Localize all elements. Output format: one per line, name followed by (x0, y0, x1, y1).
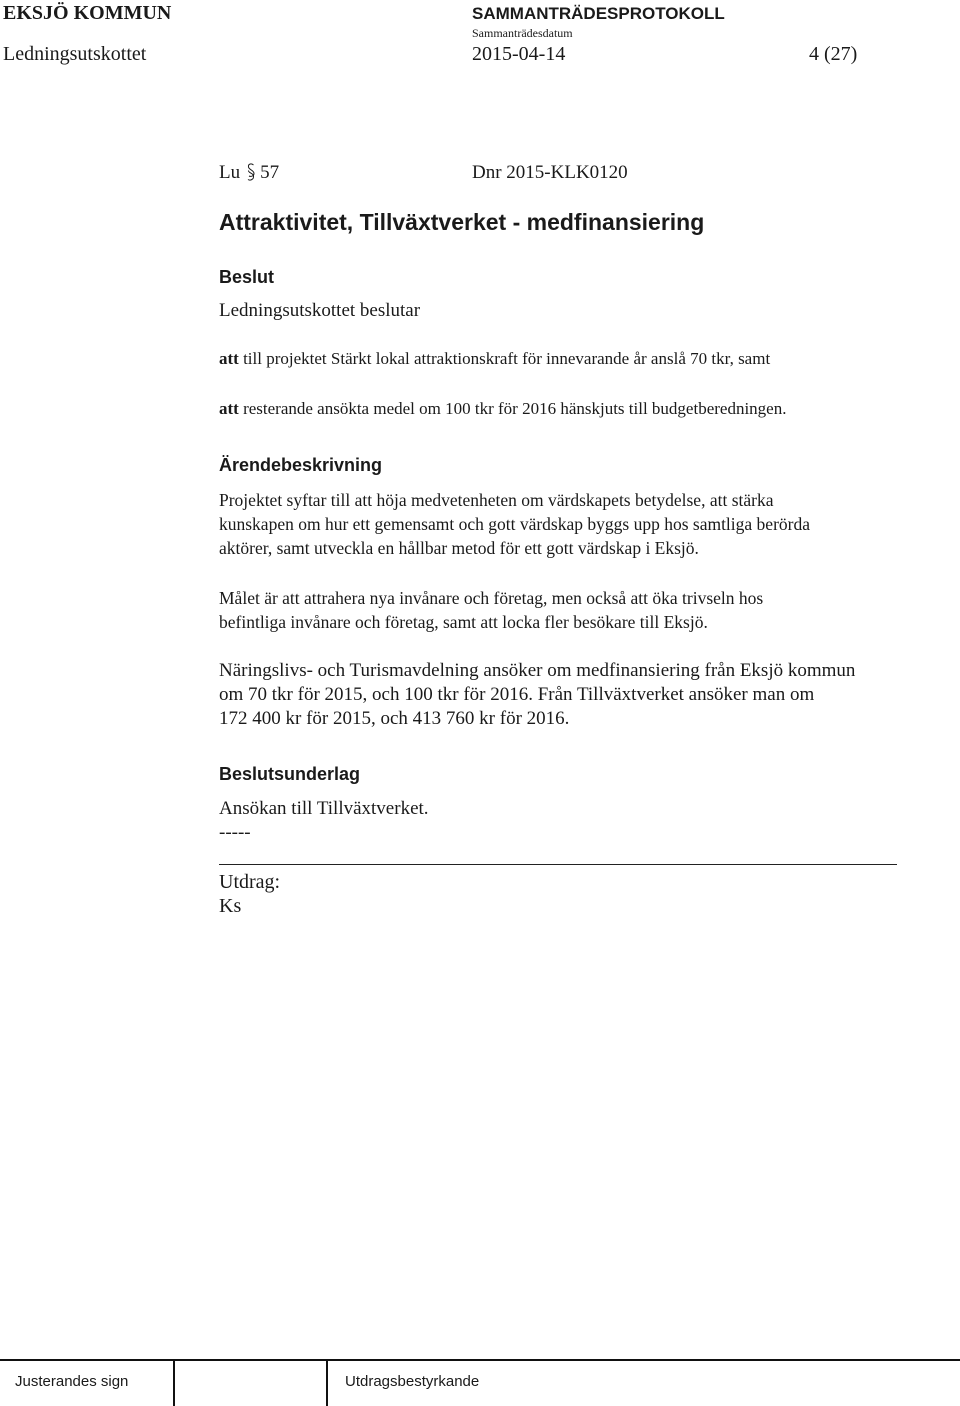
paragraph-prefix: Lu (219, 162, 241, 183)
text-line: 172 400 kr för 2015, och 413 760 kr för 2016. (219, 708, 570, 729)
section-sign-icon (246, 162, 256, 184)
att-keyword: att (219, 399, 239, 418)
signature-footer (0, 1359, 960, 1406)
text-line: kunskapen om hur ett gemensamt och gott värdskap byggs upp hos samtliga berörda (219, 514, 810, 534)
footer-separator (326, 1361, 328, 1406)
org-name: EKSJÖ KOMMUN (3, 2, 172, 24)
decision-intro: Ledningsutskottet beslutar (219, 300, 421, 321)
text-line: om 70 tkr för 2015, och 100 tkr för 2016. Från Tillväxtverket ansöker man om (219, 684, 815, 705)
paragraph-reference (219, 162, 279, 184)
document-type: SAMMANTRÄDESPROTOKOLL (472, 4, 725, 23)
description-paragraph-2 (219, 586, 939, 634)
description-heading: Ärendebeskrivning (219, 455, 383, 475)
text-line: Målet är att attrahera nya invånare och företag, men också att öka trivseln hos (219, 588, 764, 608)
text-line: Projektet syftar till att höja medvetenheten om värdskapets betydelse, att stärka (219, 490, 774, 510)
text-line: Näringslivs- och Turismavdelning ansöker om medfinansiering från Eksjö kommun (219, 660, 856, 681)
case-number: Dnr 2015-KLK0120 (472, 162, 628, 183)
text-line: befintliga invånare och företag, samt att locka fler besökare till Eksjö. (219, 612, 708, 632)
footer-sign-label: Justerandes sign (15, 1373, 129, 1390)
extract-label: Utdrag: (219, 871, 281, 893)
committee-name: Ledningsutskottet (3, 43, 147, 65)
page-number: 4 (27) (809, 43, 858, 65)
basis-separator: ----- (219, 822, 251, 843)
basis-heading: Beslutsunderlag (219, 764, 361, 784)
decision-item (219, 349, 770, 369)
decision-item-text: till projektet Stärkt lokal attraktionskraft för innevarande år anslå 70 tkr, samt (238, 349, 771, 368)
decision-item (219, 399, 786, 419)
att-keyword: att (219, 349, 239, 368)
text-line: aktörer, samt utveckla en hållbar metod för ett gott värdskap i Eksjö. (219, 538, 699, 558)
basis-text: Ansökan till Tillväxtverket. (219, 798, 429, 819)
description-paragraph-3 (219, 659, 939, 731)
date-label: Sammanträdesdatum (472, 26, 573, 40)
footer-separator (173, 1361, 175, 1406)
extract-recipient: Ks (219, 895, 242, 917)
footer-cert-label: Utdragsbestyrkande (345, 1373, 480, 1390)
meeting-date: 2015-04-14 (472, 43, 566, 65)
decision-item-text: resterande ansökta medel om 100 tkr för 2016 hänskjuts till budgetberedningen. (238, 399, 787, 418)
divider-line (219, 864, 897, 865)
description-paragraph-1 (219, 488, 939, 560)
paragraph-number: 57 (260, 162, 280, 183)
decision-heading: Beslut (219, 267, 275, 287)
item-title: Attraktivitet, Tillväxtverket - medfinansiering (219, 209, 705, 235)
